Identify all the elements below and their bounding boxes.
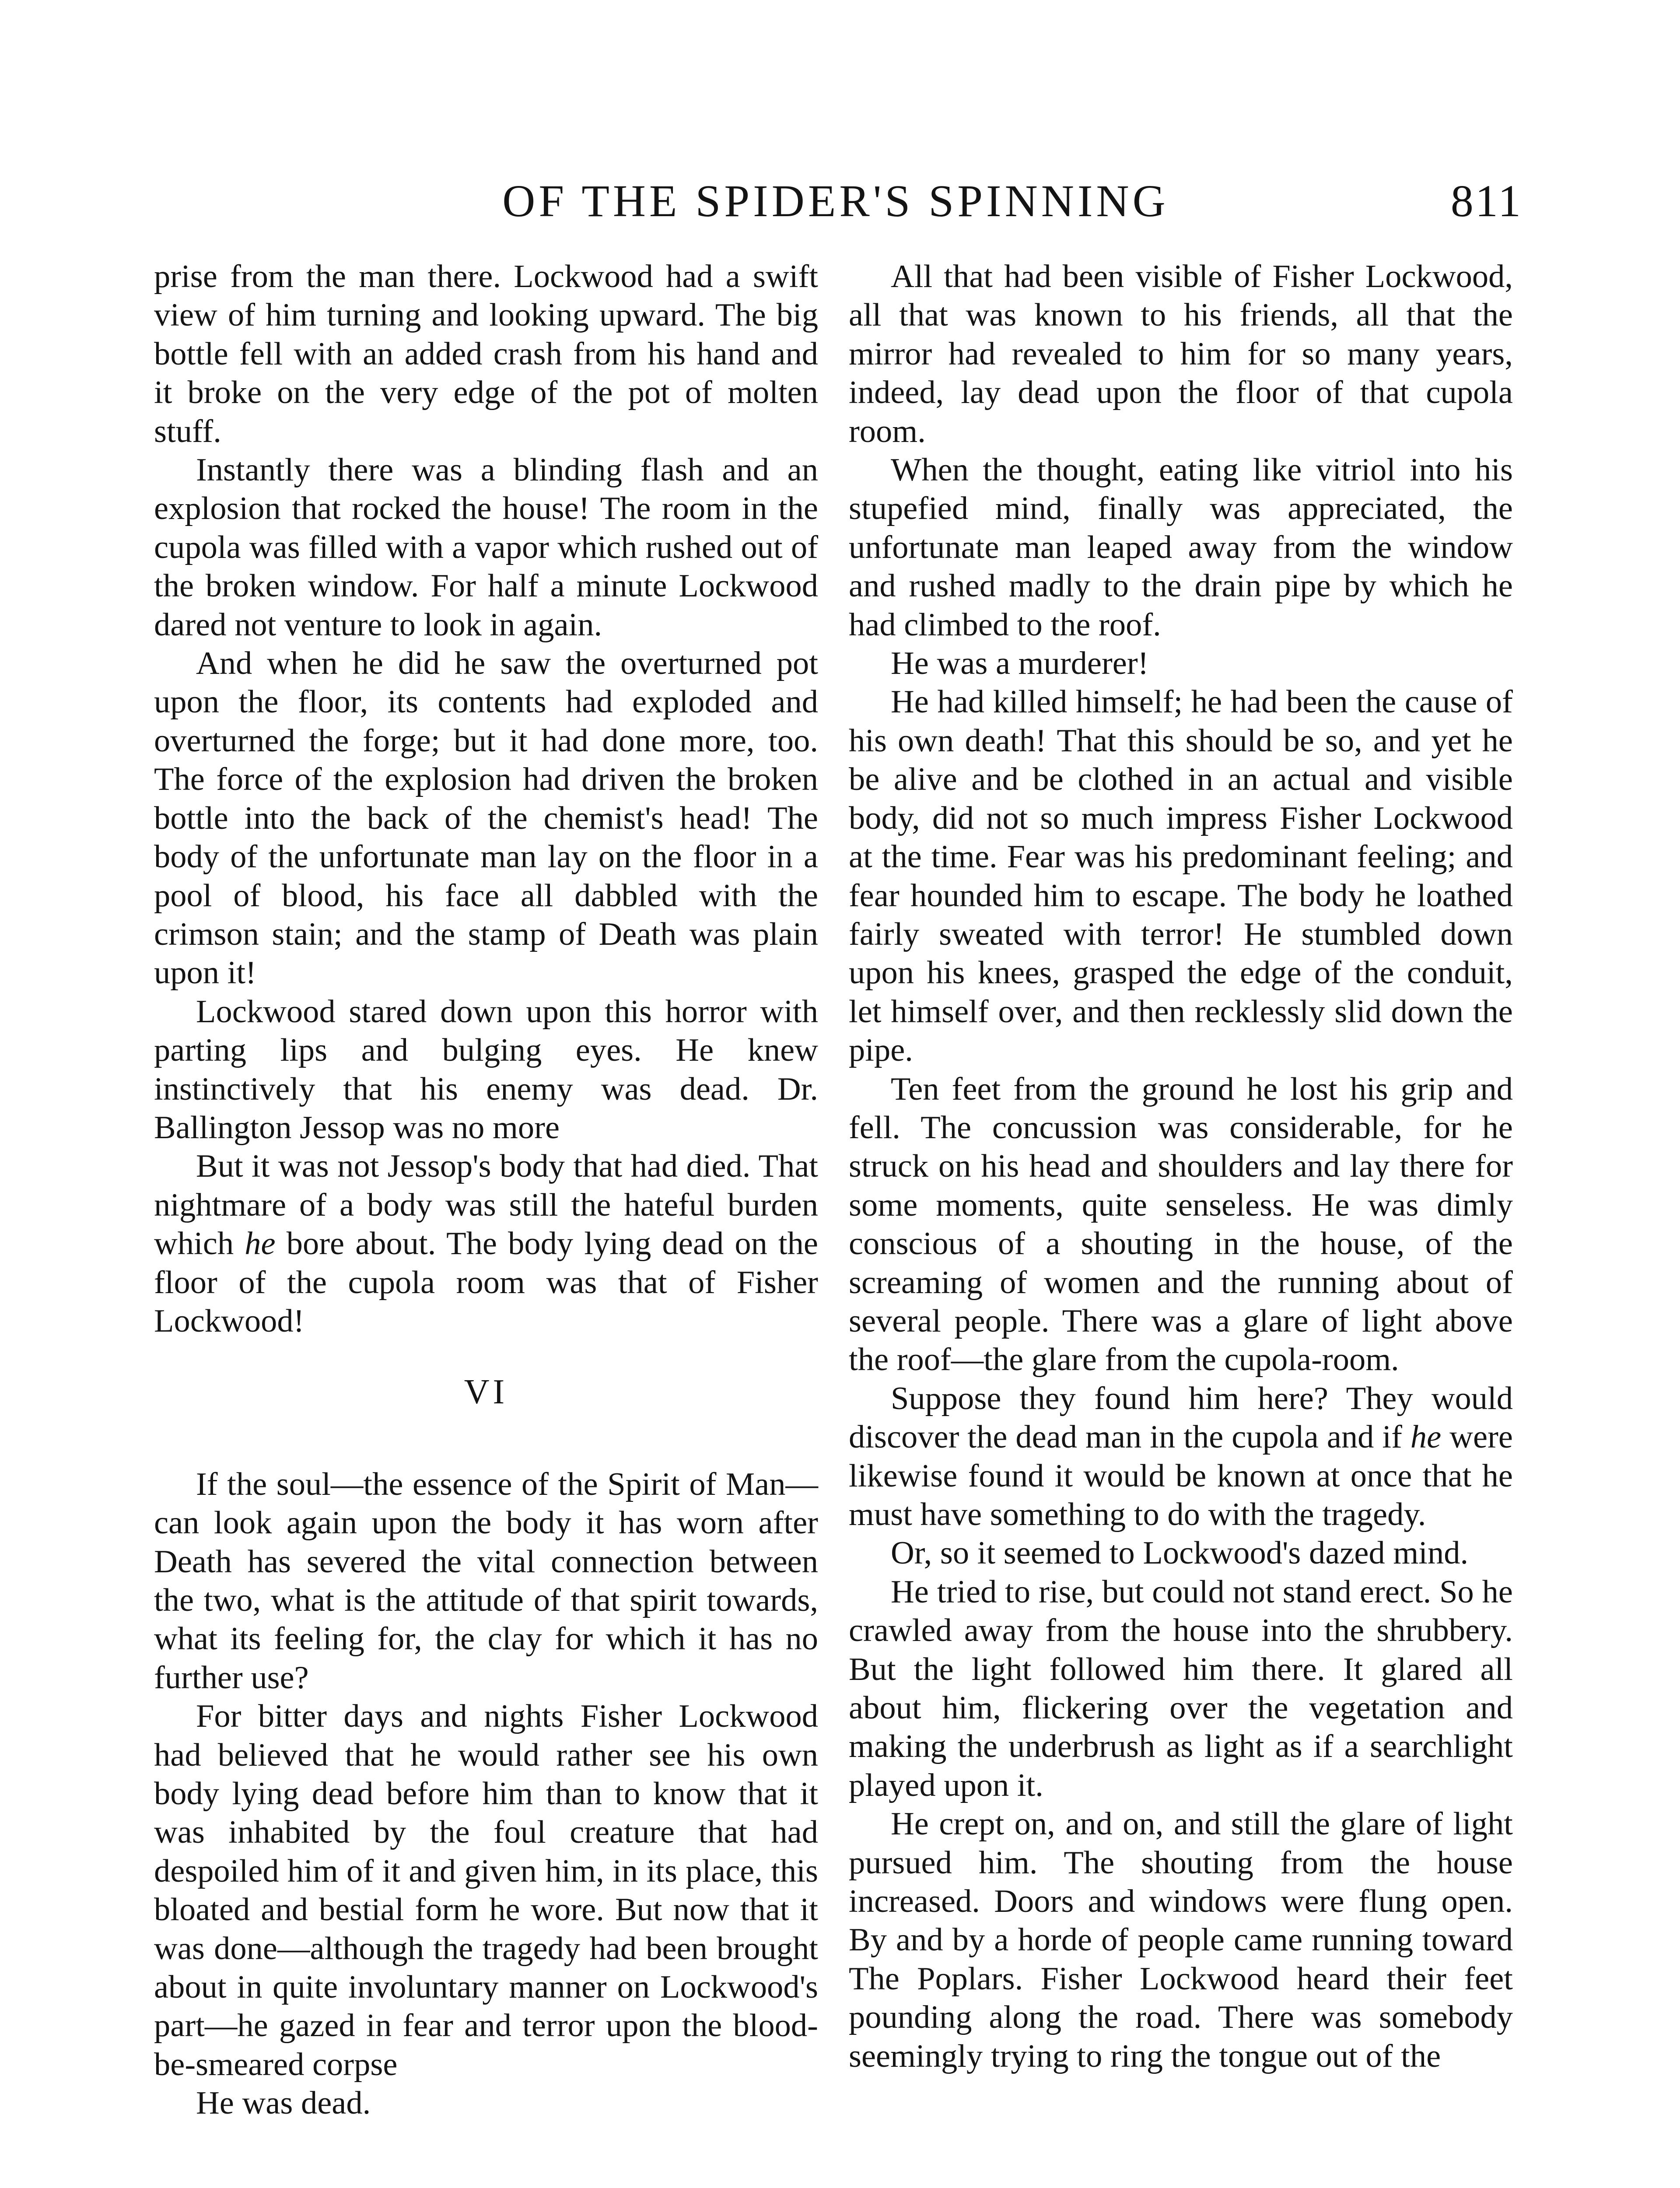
paragraph — [154, 1147, 818, 1340]
paragraph-text: bore about. The body lying dead on the floor of the cupola room was that of Fisher Lockwood! — [154, 1226, 818, 1339]
running-head-title: OF THE SPIDER'S SPINNING — [502, 176, 1169, 226]
paragraph-text: were likewise found it would be known at once that he must have something to do with the tragedy. — [849, 1419, 1513, 1532]
right-column — [849, 257, 1513, 2076]
paragraph: Or, so it seemed to Lockwood's dazed mind. — [891, 1535, 1469, 1571]
paragraph: He tried to rise, but could not stand erect. So he crawled away from the house into the shrubbery. But the light followed him there. It glared all about him, flickering over the vegetation and making the underbrush as light as if a searchlight played upon it. — [849, 1574, 1513, 1803]
paragraph-text: But it was not Jessop's body that had died. That nightmare of a body was still the hateful burden which — [154, 1148, 818, 1262]
left-column — [154, 257, 818, 2123]
paragraph: Ten feet from the ground he lost his grip and fell. The concussion was considerable, for he struck on his head and shoulders and lay there for some moments, quite senseless. He was dimly conscious of a shouting in the house, of the screaming of women and the running about of several people. There was a glare of light above the roof—the glare from the cupola-room. — [849, 1071, 1513, 1378]
paragraph: Lockwood stared down upon this horror with parting lips and bulging eyes. He knew instinctively that his enemy was dead. Dr. Ballington Jessop was no more — [154, 993, 818, 1146]
paragraph: For bitter days and nights Fisher Lockwood had believed that he would rather see his own body lying dead before him than to know that it was inhabited by the foul creature that had despoiled him of it and given him, in its place, this bloated and bestial form he wore. But now that it was done—although the tragedy had been brought about in quite involuntary manner on Lockwood's part—he gazed in fear and terror upon the blood-be-smeared corpse — [154, 1698, 818, 2083]
paragraph: When the thought, eating like vitriol into his stupefied mind, finally was appreciated, the unfortunate man leaped away from the window and rushed madly to the drain pipe by which he had climbed to the roof. — [849, 452, 1513, 643]
emphasis: he — [245, 1226, 276, 1262]
paragraph: He was a murderer! — [891, 645, 1149, 682]
paragraph: He crept on, and on, and still the glare of light pursued him. The shouting from the house increased. Doors and windows were flung open. By and by a horde of people came running toward The Poplars. Fisher Lockwood heard their feet pounding along the road. There was somebody seemingly trying to ring the tongue out of the — [849, 1806, 1513, 2074]
paragraph: If the soul—the essence of the Spirit of Man—can look again upon the body it has worn after Death has severed the vital connection between the two, what is the attitude of that spirit towards, what its feeling for, the clay for which it has no further use? — [154, 1466, 818, 1696]
paragraph: All that had been visible of Fisher Lockwood, all that was known to his friends, all that the mirror had revealed to him for so many years, indeed, lay dead upon the floor of that cupola room. — [849, 259, 1513, 449]
paragraph: Instantly there was a blinding flash and an explosion that rocked the house! The room in the cupola was filled with a vapor which rushed out of the broken window. For half a minute Lockwood dared not venture to look in again. — [154, 452, 818, 643]
paragraph — [849, 1379, 1513, 1534]
emphasis: he — [1410, 1419, 1442, 1455]
paragraph: He had killed himself; he had been the cause of his own death! That this should be so, and yet he be alive and be clothed in an actual and visible body, did not so much impress Fisher Lockwood at the time. Fear was his predominant feeling; and fear hounded him to escape. The body he loathed fairly sweated with terror! He stumbled down upon his knees, grasped the edge of the conduit, let himself over, and then recklessly slid down the pipe. — [849, 684, 1513, 1069]
paragraph: prise from the man there. Lockwood had a swift view of him turning and looking upward. The big bottle fell with an added crash from his hand and it broke on the very edge of the pot of molten stuff. — [154, 259, 818, 449]
paragraph: He was dead. — [196, 2085, 371, 2121]
paragraph: And when he did he saw the overturned pot upon the floor, its contents had exploded and overturned the forge; but it had done more, too. The force of the explosion had driven the broken bottle into the back of the chemist's head! The body of the unfortunate man lay on the floor in a pool of blood, his face all dabbled with the crimson stain; and the stamp of Death was plain upon it! — [154, 645, 818, 991]
paragraph-text: Suppose they found him here? They would discover the dead man in the cupola and if — [849, 1380, 1513, 1455]
section-heading: VI — [464, 1373, 508, 1412]
page-number: 811 — [1450, 176, 1522, 226]
page-header — [149, 171, 1522, 236]
